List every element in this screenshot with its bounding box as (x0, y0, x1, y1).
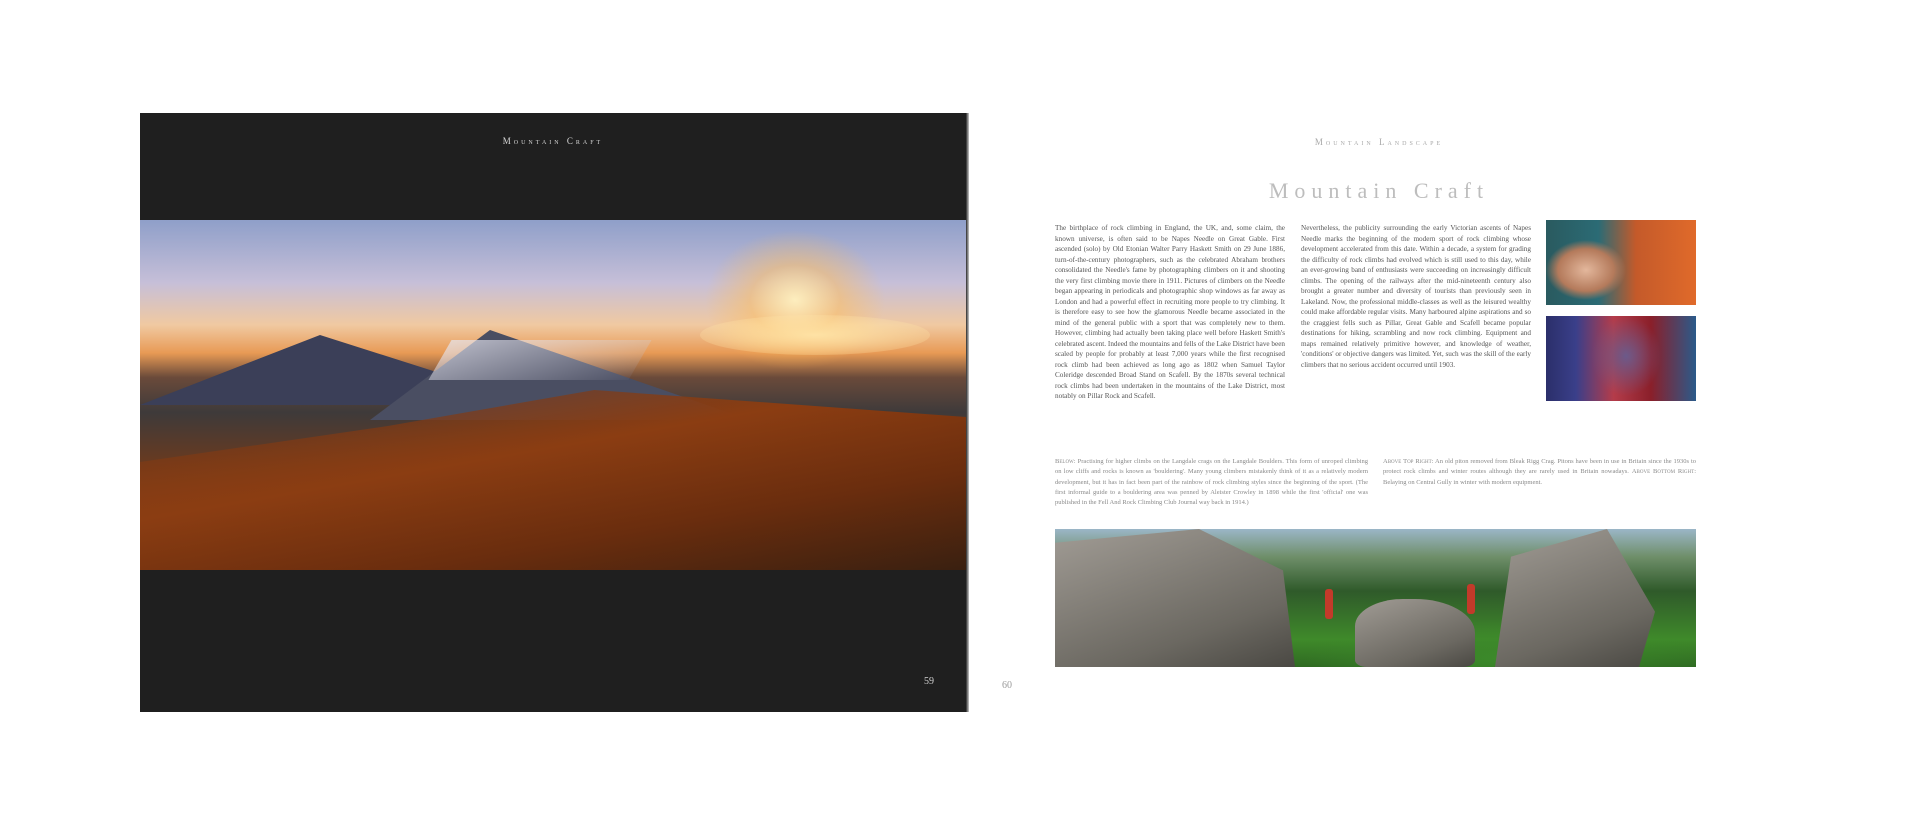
caption-lead: Above Top Right: (1383, 458, 1434, 465)
running-head-left: Mountain Craft (502, 136, 604, 146)
climber-figure (1325, 589, 1333, 619)
piton-photo (1546, 220, 1696, 305)
caption-text: Belaying on Central Gully in winter with modern equipment. (1383, 478, 1543, 486)
page-number-left: 59 (924, 676, 934, 687)
boulder (1495, 529, 1655, 667)
caption-thumbnails (1383, 457, 1696, 488)
book-spine (966, 113, 969, 712)
body-column-1: The birthplace of rock climbing in England, the UK, and, some claim, the known universe, is often said to be Napes Needle on Great Gable. First ascended (solo) by Old Etonian Walter Parry Haskett Smith on 29 June 1886, turn-of-the-century photographers, such as the celebrated Abraham brothers consolidated the Needle's fame by photographing climbers on it and shooting the very first climbing movie there in 1911. Pictures of climbers on the Needle began appearing in periodicals and photographic shop windows as far away as London and had a powerful effect in recruiting more people to try climbing. It is therefore easy to see how the glamorous Needle became associated in the mind of the general public with a sport that was completely new to them. However, climbing had actually been taking place well before Haskett Smith's celebrated ascent. Indeed the mountains and fells of the Lake District have been scaled by people for probably at least 7,000 years while the first recognised rock climb had been achieved as long ago as 1802 when Samuel Taylor Coleridge descended Broad Stand on Scafell. By the 1870s several technical rock climbs had been undertaken in the mountains of the Lake District, most notably on Pillar Rock and Scafell. (1055, 224, 1285, 400)
mountain-sunset-photo (140, 220, 966, 570)
caption-bouldering (1055, 457, 1368, 508)
snow-slope (428, 340, 651, 380)
caption-text: An old piton removed from Bleak Rigg Crag. Pitons have been in use in Britain since the 1930s to protect rock climbs and winter routes although they are rarely used in Britain nowadays. (1383, 458, 1696, 476)
belaying-photo (1546, 316, 1696, 401)
running-head-right: Mountain Landscape (1314, 137, 1444, 147)
caption-lead: Below: (1055, 458, 1076, 465)
boulder (1355, 599, 1475, 667)
caption-lead: Above Bottom Right: (1631, 468, 1696, 476)
bracken-ground (140, 390, 966, 570)
left-page (140, 113, 966, 712)
boulder (1055, 529, 1295, 667)
page-title: Mountain Craft (1268, 178, 1490, 203)
body-column-2: Nevertheless, the publicity surrounding the early Victorian ascents of Napes Needle marks the beginning of the modern sport of rock climbing whose development accelerated from this date. Within a decade, a system for grading the difficulty of rock climbs had evolved which is still used to this day, while an ever-growing band of enthusiasts were succeeding on increasingly difficult climbs. The opening of the railways after the mid-nineteenth century also brought a greater number and diversity of tourists than previously seen in Lakeland. Now, the professional middle-classes as well as the leisured wealthy could make affordable regular visits. Many harboured alpine aspirations and so the craggiest fells such as Pillar, Great Gable and Scafell became popular destinations for hiking, scrambling and now rock climbing. Equipment and maps remained relatively primitive however, and knowledge of weather, 'conditions' or objective dangers was limited. Yet, such was the skill of the early climbers that no serious accident occurred until 1903. (1301, 224, 1531, 369)
page-number-right: 60 (1002, 680, 1012, 691)
caption-text: Practising for higher climbs on the Langdale crags on the Langdale Boulders. This form of unroped climbing on low cliffs and rocks is known as 'bouldering'. Many young climbers mistakenly think of it as a relatively modern development, but it has in fact been part of the rainbow of rock climbing styles since the beginning of the sport. (The first informal guide to a bouldering area was penned by Aleister Crowley in 1898 while the first 'official' one was published in the Fell And Rock Climbing Club Journal way back in 1914.) (1055, 458, 1369, 507)
bouldering-photo (1055, 529, 1696, 667)
climber-figure (1467, 584, 1475, 614)
sun-glow (700, 315, 930, 355)
